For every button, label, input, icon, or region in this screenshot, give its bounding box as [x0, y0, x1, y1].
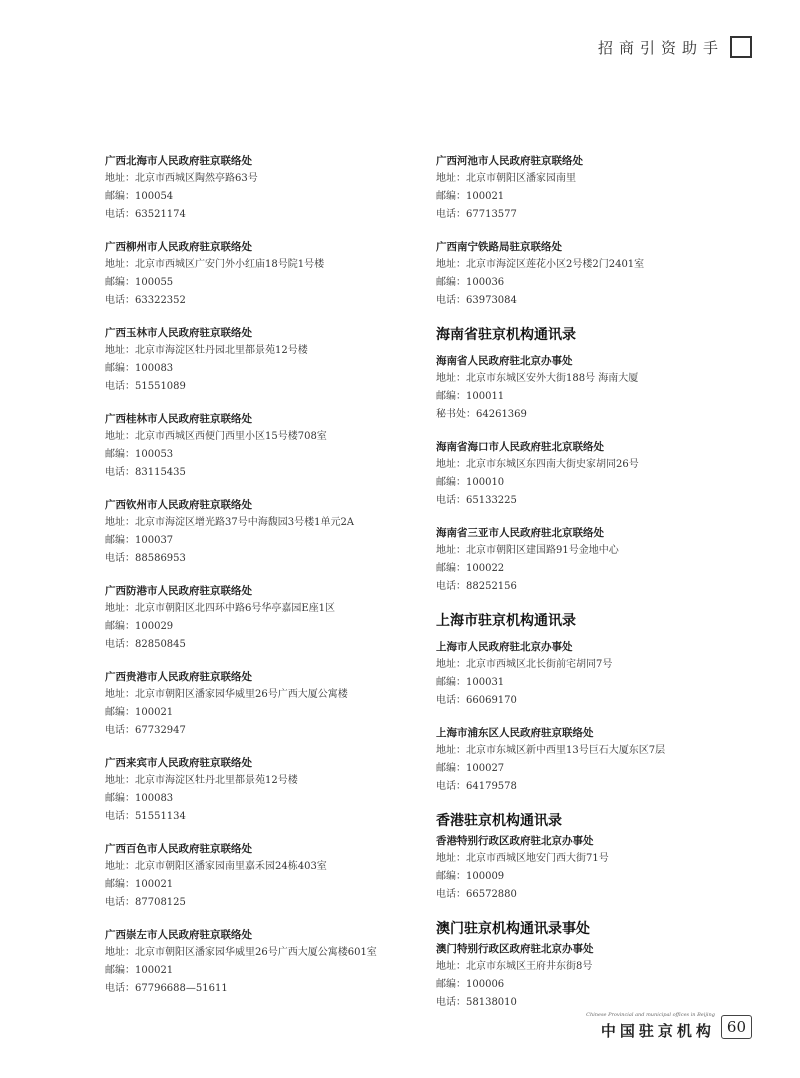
entry-line: 电话：63322352 [105, 295, 186, 306]
entry-line: 邮编：100054 [105, 191, 174, 202]
entry-line: 电话：51551089 [105, 381, 186, 392]
entry-line: 邮编：100011 [436, 391, 505, 402]
entry-name: 海南省三亚市人民政府驻北京联络处 [436, 527, 604, 539]
entry-name: 广西南宁铁路局驻京联络处 [436, 241, 562, 253]
entry-line: 电话：64179578 [436, 781, 517, 792]
entry-line: 电话：63973084 [436, 295, 517, 306]
directory-entry [436, 238, 756, 310]
entry-line: 邮编：100053 [105, 449, 174, 460]
left-column [105, 152, 425, 1012]
entry-name: 上海市人民政府驻北京办事处 [436, 641, 573, 653]
entry-name: 广西北海市人民政府驻京联络处 [105, 155, 252, 167]
entry-line: 电话：87708125 [105, 897, 186, 908]
directory-entry [105, 754, 425, 826]
entry-line: 地址：北京市海淀区牡丹园北里都景苑12号楼 [105, 345, 308, 356]
entry-line: 电话：67713577 [436, 209, 517, 220]
entry-line: 地址：北京市朝阳区潘家园华威里26号广西大厦公寓楼 [105, 689, 348, 700]
page-number: 60 [721, 1015, 752, 1039]
entry-line: 邮编：100037 [105, 535, 174, 546]
directory-entry [436, 638, 756, 710]
entry-line: 地址：北京市朝阳区潘家园南里 [436, 173, 576, 184]
section-title-macau: 澳门驻京机构通讯录事处 [436, 921, 590, 937]
section-title-hongkong: 香港驻京机构通讯录 [436, 813, 562, 829]
entry-line: 邮编：100010 [436, 477, 505, 488]
entry-name: 海南省海口市人民政府驻北京联络处 [436, 441, 604, 453]
directory-entry [105, 926, 425, 998]
entry-name: 广西贵港市人民政府驻京联络处 [105, 671, 252, 683]
directory-entry [105, 668, 425, 740]
directory-entry [436, 832, 756, 904]
entry-line: 地址：北京市东城区安外大街188号 海南大厦 [436, 373, 639, 384]
entry-line: 秘书处：64261369 [436, 409, 527, 420]
entry-line: 地址：北京市海淀区莲花小区2号楼2门2401室 [436, 259, 645, 270]
entry-line: 邮编：100027 [436, 763, 505, 774]
entry-name: 广西钦州市人民政府驻京联络处 [105, 499, 252, 511]
entry-line: 电话：65133225 [436, 495, 517, 506]
entry-line: 地址：北京市西城区地安门西大街71号 [436, 853, 609, 864]
entry-name: 广西桂林市人民政府驻京联络处 [105, 413, 252, 425]
entry-line: 地址：北京市西城区西便门西里小区15号楼708室 [105, 431, 327, 442]
entry-name: 香港特别行政区政府驻北京办事处 [436, 835, 594, 847]
entry-line: 电话：51551134 [105, 811, 186, 822]
section-title-hainan: 海南省驻京机构通讯录 [436, 327, 576, 343]
entry-line: 地址：北京市朝阳区建国路91号金地中心 [436, 545, 619, 556]
entry-line: 电话：58138010 [436, 997, 517, 1008]
entry-line: 地址：北京市海淀区增光路37号中海馥园3号楼1单元2A [105, 517, 355, 528]
footer-subtitle: Chinese Provincial and municipal offices in Beijing [586, 1012, 715, 1018]
entry-name: 广西柳州市人民政府驻京联络处 [105, 241, 252, 253]
entry-line: 地址：北京市西城区广安门外小红庙18号院1号楼 [105, 259, 325, 270]
directory-entry [105, 238, 425, 310]
entry-line: 邮编：100031 [436, 677, 505, 688]
page-header [598, 36, 752, 58]
directory-entry [105, 840, 425, 912]
entry-line: 地址：北京市西城区陶然亭路63号 [105, 173, 258, 184]
directory-entry [436, 524, 756, 596]
entry-name: 广西百色市人民政府驻京联络处 [105, 843, 252, 855]
directory-entry [436, 940, 756, 1012]
entry-line: 电话：83115435 [105, 467, 186, 478]
entry-line: 电话：82850845 [105, 639, 186, 650]
entry-line: 地址：北京市西城区北长街前宅胡同7号 [436, 659, 613, 670]
entry-line: 地址：北京市朝阳区北四环中路6号华亭嘉园E座1区 [105, 603, 336, 614]
entry-line: 邮编：100029 [105, 621, 174, 632]
entry-line: 地址：北京市东城区东四南大街史家胡同26号 [436, 459, 639, 470]
section-title-shanghai: 上海市驻京机构通讯录 [436, 613, 576, 629]
entry-name: 广西崇左市人民政府驻京联络处 [105, 929, 252, 941]
directory-entry [105, 152, 425, 224]
entry-line: 地址：北京市海淀区牡丹北里都景苑12号楼 [105, 775, 298, 786]
entry-line: 邮编：100021 [105, 707, 174, 718]
entry-line: 邮编：100009 [436, 871, 505, 882]
entry-line: 地址：北京市东城区王府井东街8号 [436, 961, 593, 972]
entry-name: 澳门特别行政区政府驻北京办事处 [436, 943, 594, 955]
entry-name: 海南省人民政府驻北京办事处 [436, 355, 573, 367]
directory-entry [105, 324, 425, 396]
directory-entry [105, 410, 425, 482]
entry-line: 邮编：100083 [105, 363, 174, 374]
header-title: 招商引资助手 [597, 38, 724, 57]
page-footer [586, 1012, 752, 1041]
directory-entry [436, 724, 756, 796]
entry-line: 电话：66069170 [436, 695, 517, 706]
directory-entry [436, 438, 756, 510]
entry-line: 邮编：100055 [105, 277, 174, 288]
directory-entry [436, 152, 756, 224]
entry-name: 上海市浦东区人民政府驻京联络处 [436, 727, 594, 739]
directory-entry [105, 496, 425, 568]
entry-line: 邮编：100021 [436, 191, 505, 202]
entry-line: 电话：88252156 [436, 581, 517, 592]
entry-line: 邮编：100006 [436, 979, 505, 990]
directory-entry [105, 582, 425, 654]
directory-entry [436, 352, 756, 424]
footer-title: 中国驻京机构 [600, 1022, 715, 1040]
entry-line: 电话：67732947 [105, 725, 186, 736]
entry-line: 电话：66572880 [436, 889, 517, 900]
entry-line: 地址：北京市朝阳区潘家园华威里26号广西大厦公寓楼601室 [105, 947, 377, 958]
entry-line: 电话：63521174 [105, 209, 186, 220]
right-column [436, 152, 756, 1026]
entry-line: 地址：北京市东城区新中西里13号巨石大厦东区7层 [436, 745, 666, 756]
entry-line: 邮编：100022 [436, 563, 505, 574]
entry-line: 邮编：100083 [105, 793, 174, 804]
entry-line: 邮编：100021 [105, 879, 174, 890]
entry-line: 电话：88586953 [105, 553, 186, 564]
entry-line: 电话：67796688—51611 [105, 983, 228, 994]
entry-name: 广西玉林市人民政府驻京联络处 [105, 327, 252, 339]
entry-line: 邮编：100036 [436, 277, 505, 288]
header-box-icon [730, 36, 752, 58]
entry-name: 广西防港市人民政府驻京联络处 [105, 585, 252, 597]
entry-line: 邮编：100021 [105, 965, 174, 976]
entry-line: 地址：北京市朝阳区潘家园南里嘉禾园24栋403室 [105, 861, 327, 872]
entry-name: 广西来宾市人民政府驻京联络处 [105, 757, 252, 769]
entry-name: 广西河池市人民政府驻京联络处 [436, 155, 583, 167]
